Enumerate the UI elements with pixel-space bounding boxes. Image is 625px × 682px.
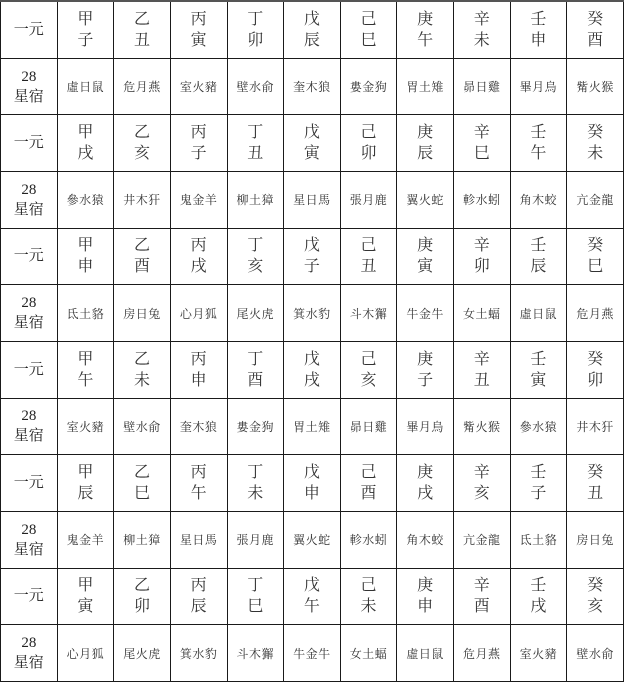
ganzhi-cell xyxy=(510,115,567,172)
xiu-row xyxy=(1,398,624,455)
earthly-branch: 戌 xyxy=(530,598,547,616)
ganzhi-cell xyxy=(114,341,171,398)
heavenly-stem: 辛 xyxy=(473,464,490,482)
table-body xyxy=(1,1,624,682)
lunar-mansion-cell: 心月狐 xyxy=(170,285,227,342)
ganzhi-cell xyxy=(340,455,397,512)
heavenly-stem: 庚 xyxy=(417,350,434,368)
earthly-branch: 午 xyxy=(303,598,320,616)
ganzhi-cell xyxy=(567,1,624,58)
earthly-branch: 卯 xyxy=(360,145,377,163)
lunar-mansion-cell: 虛日鼠 xyxy=(57,58,114,115)
lunar-mansion-cell: 星日馬 xyxy=(284,171,341,228)
ganzhi-cell xyxy=(340,341,397,398)
label-number: 28 xyxy=(21,521,37,538)
earthly-branch: 戌 xyxy=(303,371,320,389)
lunar-mansion-cell: 亢金龍 xyxy=(567,171,624,228)
heavenly-stem: 癸 xyxy=(587,10,604,28)
lunar-mansion-cell: 翼火蛇 xyxy=(284,511,341,568)
ganzhi-row xyxy=(1,568,624,625)
lunar-mansion-cell: 亢金龍 xyxy=(454,511,511,568)
ganzhi-cell xyxy=(284,115,341,172)
ganzhi-cell xyxy=(454,1,511,58)
ganzhi-cell xyxy=(227,568,284,625)
heavenly-stem: 乙 xyxy=(134,577,151,595)
ganzhi-cell xyxy=(510,1,567,58)
label-word: 星宿 xyxy=(13,201,44,218)
earthly-branch: 亥 xyxy=(473,485,490,503)
lunar-mansion-cell: 尾火虎 xyxy=(227,285,284,342)
ganzhi-row xyxy=(1,228,624,285)
lunar-mansion-cell: 牛金牛 xyxy=(397,285,454,342)
heavenly-stem: 戊 xyxy=(303,577,320,595)
lunar-mansion-cell: 軫水蚓 xyxy=(454,171,511,228)
heavenly-stem: 甲 xyxy=(77,350,94,368)
row-label-28-xiu xyxy=(1,285,58,342)
earthly-branch: 子 xyxy=(77,31,94,49)
ganzhi-cell xyxy=(397,341,454,398)
ganzhi-row xyxy=(1,341,624,398)
heavenly-stem: 戊 xyxy=(303,350,320,368)
earthly-branch: 申 xyxy=(77,258,94,276)
earthly-branch: 亥 xyxy=(360,371,377,389)
lunar-mansion-cell: 房日兔 xyxy=(567,511,624,568)
xiu-row xyxy=(1,625,624,682)
ganzhi-cell xyxy=(510,568,567,625)
lunar-mansion-cell: 參水猿 xyxy=(510,398,567,455)
earthly-branch: 申 xyxy=(303,485,320,503)
heavenly-stem: 辛 xyxy=(473,124,490,142)
heavenly-stem: 壬 xyxy=(530,237,547,255)
ganzhi-cell xyxy=(454,568,511,625)
lunar-mansion-cell: 虛日鼠 xyxy=(397,625,454,682)
heavenly-stem: 丙 xyxy=(190,237,207,255)
heavenly-stem: 庚 xyxy=(417,237,434,255)
ganzhi-cell xyxy=(114,568,171,625)
earthly-branch: 未 xyxy=(134,371,151,389)
earthly-branch: 未 xyxy=(473,31,490,49)
earthly-branch: 丑 xyxy=(360,258,377,276)
heavenly-stem: 乙 xyxy=(134,124,151,142)
lunar-mansion-cell: 女土蝠 xyxy=(454,285,511,342)
ganzhi-cell xyxy=(567,455,624,512)
lunar-mansion-cell: 房日兔 xyxy=(114,285,171,342)
heavenly-stem: 丙 xyxy=(190,124,207,142)
earthly-branch: 亥 xyxy=(134,145,151,163)
ganzhi-cell xyxy=(114,115,171,172)
earthly-branch: 巳 xyxy=(473,145,490,163)
lunar-mansion-cell: 危月燕 xyxy=(567,285,624,342)
lunar-mansion-cell: 奎木狼 xyxy=(284,58,341,115)
earthly-branch: 申 xyxy=(190,371,207,389)
lunar-mansion-cell: 牛金牛 xyxy=(284,625,341,682)
earthly-branch: 辰 xyxy=(530,258,547,276)
lunar-mansion-cell: 婁金狗 xyxy=(340,58,397,115)
lunar-mansion-cell: 觜火猴 xyxy=(567,58,624,115)
lunar-mansion-cell: 壁水俞 xyxy=(567,625,624,682)
earthly-branch: 辰 xyxy=(190,598,207,616)
heavenly-stem: 甲 xyxy=(77,464,94,482)
ganzhi-cell xyxy=(114,1,171,58)
xiu-row xyxy=(1,171,624,228)
ganzhi-cell xyxy=(170,115,227,172)
row-label-28-xiu xyxy=(1,511,58,568)
earthly-branch: 酉 xyxy=(134,258,151,276)
heavenly-stem: 丁 xyxy=(247,464,264,482)
label-word: 星宿 xyxy=(13,541,44,558)
heavenly-stem: 乙 xyxy=(134,464,151,482)
label-number: 28 xyxy=(21,181,37,198)
ganzhi-cell xyxy=(454,455,511,512)
earthly-branch: 未 xyxy=(587,145,604,163)
ganzhi-cell xyxy=(227,455,284,512)
ganzhi-row xyxy=(1,455,624,512)
ganzhi-cell xyxy=(227,115,284,172)
earthly-branch: 卯 xyxy=(247,31,264,49)
lunar-mansion-cell: 氐土貉 xyxy=(510,511,567,568)
earthly-branch: 寅 xyxy=(77,598,94,616)
earthly-branch: 未 xyxy=(247,485,264,503)
lunar-mansion-cell: 柳土獐 xyxy=(114,511,171,568)
heavenly-stem: 庚 xyxy=(417,464,434,482)
label-number: 28 xyxy=(21,68,37,85)
xiu-row xyxy=(1,511,624,568)
label-word: 星宿 xyxy=(13,428,44,445)
earthly-branch: 卯 xyxy=(134,598,151,616)
ganzhi-cell xyxy=(57,115,114,172)
earthly-branch: 午 xyxy=(77,371,94,389)
lunar-mansion-cell: 氐土貉 xyxy=(57,285,114,342)
heavenly-stem: 己 xyxy=(360,10,377,28)
ganzhi-row xyxy=(1,1,624,58)
earthly-branch: 申 xyxy=(530,31,547,49)
earthly-branch: 子 xyxy=(190,145,207,163)
earthly-branch: 子 xyxy=(303,258,320,276)
earthly-branch: 酉 xyxy=(360,485,377,503)
heavenly-stem: 庚 xyxy=(417,10,434,28)
ganzhi-cell xyxy=(567,228,624,285)
earthly-branch: 寅 xyxy=(530,371,547,389)
earthly-branch: 亥 xyxy=(247,258,264,276)
lunar-mansion-cell: 參水猿 xyxy=(57,171,114,228)
earthly-branch: 巳 xyxy=(360,31,377,49)
lunar-mansion-cell: 斗木獬 xyxy=(227,625,284,682)
lunar-mansion-cell: 婁金狗 xyxy=(227,398,284,455)
heavenly-stem: 庚 xyxy=(417,577,434,595)
earthly-branch: 丑 xyxy=(247,145,264,163)
label-word: 星宿 xyxy=(13,88,44,105)
label-word: 星宿 xyxy=(13,315,44,332)
row-label-yuan: 一元 xyxy=(1,228,58,285)
ganzhi-cell xyxy=(397,228,454,285)
lunar-mansion-cell: 胃土雉 xyxy=(284,398,341,455)
ganzhi-cell xyxy=(57,228,114,285)
heavenly-stem: 壬 xyxy=(530,350,547,368)
lunar-mansion-cell: 昴日雞 xyxy=(340,398,397,455)
heavenly-stem: 甲 xyxy=(77,10,94,28)
heavenly-stem: 丙 xyxy=(190,350,207,368)
lunar-mansion-cell: 井木犴 xyxy=(567,398,624,455)
ganzhi-cell xyxy=(170,455,227,512)
lunar-mansion-cell: 斗木獬 xyxy=(340,285,397,342)
earthly-branch: 卯 xyxy=(587,371,604,389)
ganzhi-cell xyxy=(340,228,397,285)
earthly-branch: 戌 xyxy=(417,485,434,503)
lunar-mansion-cell: 箕水豹 xyxy=(284,285,341,342)
label-word: 星宿 xyxy=(13,655,44,672)
heavenly-stem: 戊 xyxy=(303,10,320,28)
heavenly-stem: 癸 xyxy=(587,577,604,595)
ganzhi-cell xyxy=(114,455,171,512)
lunar-mansion-cell: 角木蛟 xyxy=(397,511,454,568)
heavenly-stem: 壬 xyxy=(530,577,547,595)
label-number: 28 xyxy=(21,295,37,312)
row-label-yuan: 一元 xyxy=(1,455,58,512)
heavenly-stem: 甲 xyxy=(77,124,94,142)
ganzhi-cell xyxy=(227,341,284,398)
earthly-branch: 午 xyxy=(190,485,207,503)
lunar-mansion-cell: 尾火虎 xyxy=(114,625,171,682)
lunar-mansion-cell: 軫水蚓 xyxy=(340,511,397,568)
earthly-branch: 丑 xyxy=(473,371,490,389)
ganzhi-cell xyxy=(284,568,341,625)
ganzhi-cell xyxy=(284,228,341,285)
label-number: 28 xyxy=(21,408,37,425)
lunar-mansion-cell: 心月狐 xyxy=(57,625,114,682)
earthly-branch: 酉 xyxy=(247,371,264,389)
lunar-mansion-cell: 虛日鼠 xyxy=(510,285,567,342)
ganzhi-cell xyxy=(170,1,227,58)
ganzhi-cell xyxy=(397,455,454,512)
earthly-branch: 子 xyxy=(417,371,434,389)
earthly-branch: 酉 xyxy=(473,598,490,616)
heavenly-stem: 癸 xyxy=(587,350,604,368)
ganzhi-cell xyxy=(57,341,114,398)
earthly-branch: 子 xyxy=(530,485,547,503)
heavenly-stem: 丁 xyxy=(247,10,264,28)
lunar-mansion-cell: 畢月烏 xyxy=(510,58,567,115)
lunar-mansion-cell: 鬼金羊 xyxy=(170,171,227,228)
ganzhi-cell xyxy=(397,115,454,172)
heavenly-stem: 辛 xyxy=(473,10,490,28)
earthly-branch: 辰 xyxy=(77,485,94,503)
heavenly-stem: 丁 xyxy=(247,237,264,255)
lunar-mansion-cell: 柳土獐 xyxy=(227,171,284,228)
earthly-branch: 戌 xyxy=(77,145,94,163)
ganzhi-cell xyxy=(340,1,397,58)
heavenly-stem: 戊 xyxy=(303,124,320,142)
ganzhi-cell xyxy=(454,341,511,398)
heavenly-stem: 庚 xyxy=(417,124,434,142)
ganzhi-cell xyxy=(510,228,567,285)
earthly-branch: 丑 xyxy=(134,31,151,49)
earthly-branch: 午 xyxy=(417,31,434,49)
earthly-branch: 寅 xyxy=(417,258,434,276)
earthly-branch: 丑 xyxy=(587,485,604,503)
heavenly-stem: 丁 xyxy=(247,124,264,142)
heavenly-stem: 辛 xyxy=(473,350,490,368)
lunar-mansion-cell: 張月鹿 xyxy=(340,171,397,228)
ganzhi-cell xyxy=(284,341,341,398)
lunar-mansion-cell: 箕水豹 xyxy=(170,625,227,682)
heavenly-stem: 丙 xyxy=(190,577,207,595)
heavenly-stem: 壬 xyxy=(530,464,547,482)
ganzhi-cell xyxy=(227,228,284,285)
ganzhi-cell xyxy=(170,341,227,398)
xiu-row xyxy=(1,58,624,115)
earthly-branch: 巳 xyxy=(247,598,264,616)
ganzhi-cell xyxy=(57,568,114,625)
row-label-28-xiu xyxy=(1,58,58,115)
ganzhi-cell xyxy=(284,455,341,512)
earthly-branch: 未 xyxy=(360,598,377,616)
lunar-mansion-cell: 昴日雞 xyxy=(454,58,511,115)
row-label-yuan: 一元 xyxy=(1,1,58,58)
lunar-mansion-cell: 壁水俞 xyxy=(227,58,284,115)
lunar-mansion-cell: 張月鹿 xyxy=(227,511,284,568)
heavenly-stem: 己 xyxy=(360,124,377,142)
heavenly-stem: 己 xyxy=(360,350,377,368)
ganzhi-cell xyxy=(567,115,624,172)
lunar-mansion-cell: 危月燕 xyxy=(114,58,171,115)
heavenly-stem: 丁 xyxy=(247,577,264,595)
ganzhi-row xyxy=(1,115,624,172)
lunar-mansion-cell: 井木犴 xyxy=(114,171,171,228)
xiu-row xyxy=(1,285,624,342)
heavenly-stem: 乙 xyxy=(134,237,151,255)
earthly-branch: 申 xyxy=(417,598,434,616)
heavenly-stem: 己 xyxy=(360,464,377,482)
row-label-yuan: 一元 xyxy=(1,115,58,172)
ganzhi-cell xyxy=(454,228,511,285)
earthly-branch: 辰 xyxy=(303,31,320,49)
ganzhi-cell xyxy=(397,568,454,625)
heavenly-stem: 癸 xyxy=(587,464,604,482)
heavenly-stem: 癸 xyxy=(587,237,604,255)
row-label-28-xiu xyxy=(1,398,58,455)
lunar-mansion-cell: 室火豬 xyxy=(57,398,114,455)
label-number: 28 xyxy=(21,635,37,652)
lunar-mansion-cell: 奎木狼 xyxy=(170,398,227,455)
lunar-mansion-cell: 室火豬 xyxy=(510,625,567,682)
heavenly-stem: 己 xyxy=(360,577,377,595)
lunar-mansion-cell: 鬼金羊 xyxy=(57,511,114,568)
lunar-mansion-cell: 室火豬 xyxy=(170,58,227,115)
earthly-branch: 辰 xyxy=(417,145,434,163)
ganzhi-cell xyxy=(57,455,114,512)
heavenly-stem: 壬 xyxy=(530,10,547,28)
earthly-branch: 寅 xyxy=(303,145,320,163)
row-label-yuan: 一元 xyxy=(1,341,58,398)
lunar-mansion-cell: 女土蝠 xyxy=(340,625,397,682)
lunar-mansion-cell: 角木蛟 xyxy=(510,171,567,228)
ganzhi-cell xyxy=(567,341,624,398)
ganzhi-cell xyxy=(114,228,171,285)
lunar-mansion-cell: 畢月烏 xyxy=(397,398,454,455)
earthly-branch: 巳 xyxy=(587,258,604,276)
ganzhi-cell xyxy=(397,1,454,58)
ganzhi-cell xyxy=(170,568,227,625)
lunar-mansion-cell: 危月燕 xyxy=(454,625,511,682)
lunar-mansion-cell: 觜火猴 xyxy=(454,398,511,455)
earthly-branch: 酉 xyxy=(587,31,604,49)
lunar-mansion-cell: 胃土雉 xyxy=(397,58,454,115)
lunar-mansion-cell: 星日馬 xyxy=(170,511,227,568)
heavenly-stem: 辛 xyxy=(473,237,490,255)
earthly-branch: 巳 xyxy=(134,485,151,503)
ganzhi-cell xyxy=(57,1,114,58)
earthly-branch: 午 xyxy=(530,145,547,163)
earthly-branch: 寅 xyxy=(190,31,207,49)
earthly-branch: 戌 xyxy=(190,258,207,276)
row-label-yuan: 一元 xyxy=(1,568,58,625)
heavenly-stem: 辛 xyxy=(473,577,490,595)
heavenly-stem: 甲 xyxy=(77,237,94,255)
row-label-28-xiu xyxy=(1,171,58,228)
row-label-28-xiu xyxy=(1,625,58,682)
ganzhi-cell xyxy=(340,115,397,172)
heavenly-stem: 壬 xyxy=(530,124,547,142)
heavenly-stem: 丙 xyxy=(190,464,207,482)
heavenly-stem: 乙 xyxy=(134,10,151,28)
ganzhi-cell xyxy=(454,115,511,172)
ganzhi-cell xyxy=(170,228,227,285)
heavenly-stem: 己 xyxy=(360,237,377,255)
heavenly-stem: 戊 xyxy=(303,464,320,482)
heavenly-stem: 乙 xyxy=(134,350,151,368)
heavenly-stem: 丙 xyxy=(190,10,207,28)
earthly-branch: 亥 xyxy=(587,598,604,616)
lunar-mansion-cell: 壁水俞 xyxy=(114,398,171,455)
ganzhi-cell xyxy=(284,1,341,58)
heavenly-stem: 戊 xyxy=(303,237,320,255)
lunar-mansion-cell: 翼火蛇 xyxy=(397,171,454,228)
ganzhi-cell xyxy=(510,455,567,512)
heavenly-stem: 丁 xyxy=(247,350,264,368)
earthly-branch: 卯 xyxy=(473,258,490,276)
ganzhi-cell xyxy=(340,568,397,625)
ganzhi-cell xyxy=(567,568,624,625)
ganzhi-cell xyxy=(227,1,284,58)
heavenly-stem: 甲 xyxy=(77,577,94,595)
ganzhi-cell xyxy=(510,341,567,398)
heavenly-stem: 癸 xyxy=(587,124,604,142)
